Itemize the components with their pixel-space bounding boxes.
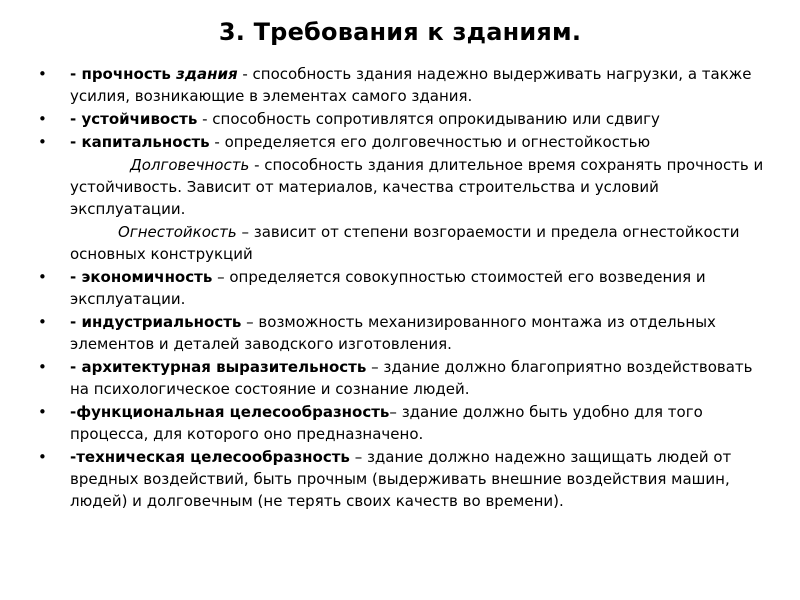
- item-text: – возможность механизированного монтажа из отдельных элементов и деталей заводского изготовления.: [70, 313, 716, 353]
- item-text: - способность здания надежно выдерживать нагрузки, а также усилия, возникающие в элементах самого здания.: [70, 65, 752, 105]
- item-text: – определяется совокупностью стоимостей его возведения и эксплуатации.: [70, 268, 706, 308]
- sub-item-fire-resistance: [28, 221, 768, 265]
- bullet: •: [38, 403, 47, 421]
- sub-item-text: – зависит от степени возгораемости и предела огнестойкости основных конструкций: [70, 223, 740, 263]
- item-term: устойчивость: [81, 110, 198, 128]
- bullet: •: [38, 358, 47, 376]
- sub-item-durability: [28, 154, 768, 220]
- bullet: •: [38, 313, 47, 331]
- slide-title: 3. Требования к зданиям.: [218, 18, 582, 46]
- bullet: •: [38, 448, 47, 466]
- item-term: экономичность: [81, 268, 213, 286]
- list-item-capitality: [28, 131, 768, 153]
- item-dash: -: [70, 358, 82, 376]
- list-item-industriality: [28, 311, 768, 355]
- item-dash: -: [70, 110, 82, 128]
- item-term: капитальность: [81, 133, 210, 151]
- item-term: архитектурная выразительность: [81, 358, 367, 376]
- item-term: индустриальность: [81, 313, 242, 331]
- list-item-technical-expediency: [28, 446, 768, 512]
- list-item-economy: [28, 266, 768, 310]
- item-term: техническая целесообразность: [76, 448, 350, 466]
- sub-item-text: - способность здания длительное время сохранять прочность и устойчивость. Зависит от материалов, качества строительства и условий эксплуатации.: [70, 156, 764, 218]
- item-dash: -: [70, 65, 82, 83]
- item-term-italic: здания: [170, 65, 238, 83]
- list-item-strength: [28, 63, 768, 107]
- bullet: •: [38, 110, 47, 128]
- bullet: •: [38, 65, 47, 83]
- item-dash: -: [70, 268, 82, 286]
- item-text: – здание должно надежно защищать людей от вредных воздействий, быть прочным (выдерживать внешние воздействия машин, людей) и долговечным (не терять своих качеств во времени).: [70, 448, 732, 510]
- sub-item-term: Долговечность: [130, 156, 250, 174]
- item-dash: -: [70, 403, 77, 421]
- item-dash: -: [70, 448, 77, 466]
- item-text: – здание должно быть удобно для того процесса, для которого оно предназначено.: [70, 403, 703, 443]
- item-text: – здание должно благоприятно воздействовать на психологическое состояние и сознание людей.: [70, 358, 753, 398]
- item-text: - определяется его долговечностью и огнестойкостью: [209, 133, 651, 151]
- list-item-functional-expediency: [28, 401, 768, 445]
- requirements-list: [28, 63, 768, 513]
- bullet: •: [38, 133, 47, 151]
- item-text: - способность сопротивлятся опрокидыванию или сдвигу: [197, 110, 660, 128]
- item-term: функциональная целесообразность: [76, 403, 390, 421]
- item-term: прочность: [81, 65, 171, 83]
- list-item-architectural-expressiveness: [28, 356, 768, 400]
- sub-item-term: Огнестойкость: [118, 223, 237, 241]
- item-dash: -: [70, 133, 82, 151]
- item-dash: -: [70, 313, 82, 331]
- bullet: •: [38, 268, 47, 286]
- list-item-stability: [28, 108, 768, 130]
